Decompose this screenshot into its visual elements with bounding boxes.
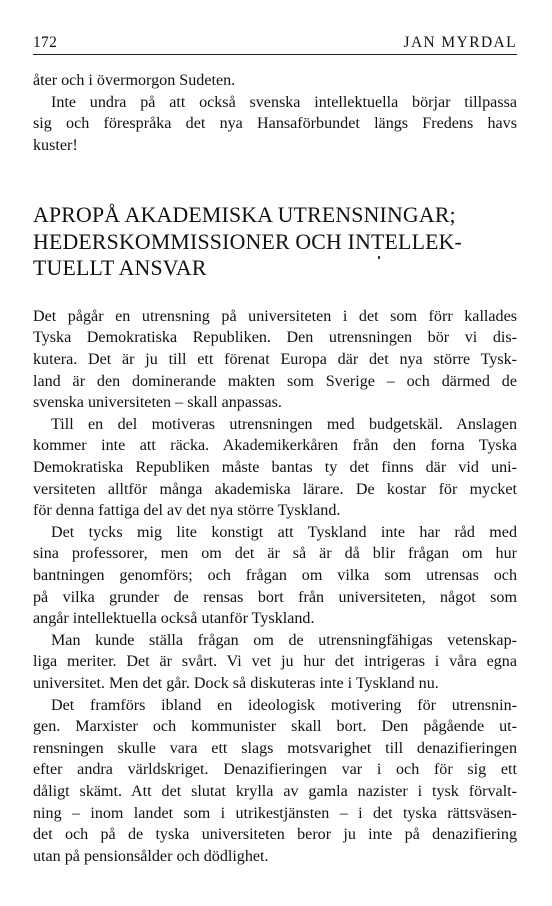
- paragraph-line: ning – inom landet som i utrikestjänsten – i det tyska rättsväsen-: [33, 804, 517, 822]
- paragraph-line: land är den dominerande makten som Sverige – och därmed de: [33, 372, 517, 390]
- paragraph-line: det och på de tyska universiteten beror ju inte på denazifiering: [33, 826, 517, 844]
- book-page: [33, 34, 517, 867]
- body-text: [33, 70, 517, 867]
- paragraph-line: rensningen skulle vara ett slags motsvarighet till denazifieringen: [33, 739, 517, 757]
- intro-line: åter och i övermorgon Sudeten.: [33, 72, 236, 89]
- paragraph-line: på vilka grunder de rensas bort från universiteten, något som: [33, 588, 517, 606]
- paragraph-line: Man kunde ställa frågan om de utrensningfähigas vetenskap-: [51, 631, 517, 649]
- paragraph-line: kommer inte att räcka. Akademikerkåren från den forna Tyska: [33, 437, 517, 455]
- paragraph-line: efter andra världskriget. Denazifieringen var i och för sig ett: [33, 761, 517, 779]
- heading-line: APROPÅ AKADEMISKA UTRENSNINGAR;: [33, 203, 456, 228]
- running-head-author: JAN MYRDAL: [403, 34, 517, 51]
- paragraph-line: gen. Marxister och kommunister skall bort. Den pågående ut-: [33, 718, 517, 736]
- paragraph-line: dåligt skämt. Att det slutat krylla av gamla nazister i tysk förvalt-: [33, 782, 517, 800]
- heading-line: TUELLT ANSVAR: [33, 256, 207, 281]
- print-speck: [378, 256, 380, 259]
- paragraph: [33, 522, 517, 630]
- paragraph-line: för denna fattiga del av det nya större Tyskland.: [33, 502, 341, 520]
- paragraph-line: svenska universiteten – skall anpassas.: [33, 394, 282, 412]
- paragraph-line: versiteten alltför många akademiska lärare. De kostar för mycket: [33, 480, 517, 498]
- running-header: [33, 34, 517, 55]
- paragraph-line: Det framförs ibland en ideologisk motivering för utrensnin-: [51, 696, 517, 714]
- paragraph: [33, 414, 517, 522]
- paragraph-line: universitet. Men det går. Dock så diskuteras inte i Tyskland nu.: [33, 674, 439, 692]
- paragraph: [33, 695, 517, 868]
- paragraph-line: Det tycks mig lite konstigt att Tyskland inte har råd med: [51, 523, 517, 541]
- intro-line: sig och förespråka det nya Hansaförbundet längs Fredens havs: [33, 115, 517, 133]
- paragraph-line: Tyska Demokratiska Republiken. Den utrensningen bör vi dis-: [33, 329, 517, 347]
- paragraph-line: Det pågår en utrensning på universiteten i det som förr kallades: [33, 307, 517, 325]
- paragraph-line: angår intellektuella också utanför Tyskland.: [33, 610, 315, 628]
- paragraph: [33, 630, 517, 695]
- intro-line: kuster!: [33, 136, 78, 154]
- paragraph-line: Till en del motiveras utrensningen med budgetskäl. Anslagen: [51, 415, 517, 433]
- paragraph-line: liga meriter. Det är svårt. Vi vet ju hur det intrigeras i våra egna: [33, 653, 517, 671]
- paragraph: [33, 306, 517, 414]
- paragraph-line: bantningen genomförs; och frågan om vilka som utrensas och: [33, 567, 517, 584]
- paragraph-line: utan på pensionsålder och dödlighet.: [33, 847, 269, 865]
- section-heading: [33, 202, 517, 282]
- heading-line: HEDERSKOMMISSIONER OCH INTELLEK-: [33, 229, 463, 254]
- intro-paragraphs: [33, 70, 517, 156]
- page-number: 172: [33, 34, 58, 51]
- intro-line: Inte undra på att också svenska intellektuella börjar tillpassa: [51, 93, 517, 111]
- paragraph-line: Demokratiska Republiken måste bantas ty det finns där vid uni-: [33, 459, 517, 477]
- paragraph-line: sina professorer, men om det är så är då blir frågan om hur: [33, 545, 517, 563]
- paragraph-line: kutera. Det är ju till ett förenat Europa där det nya större Tysk-: [33, 351, 517, 369]
